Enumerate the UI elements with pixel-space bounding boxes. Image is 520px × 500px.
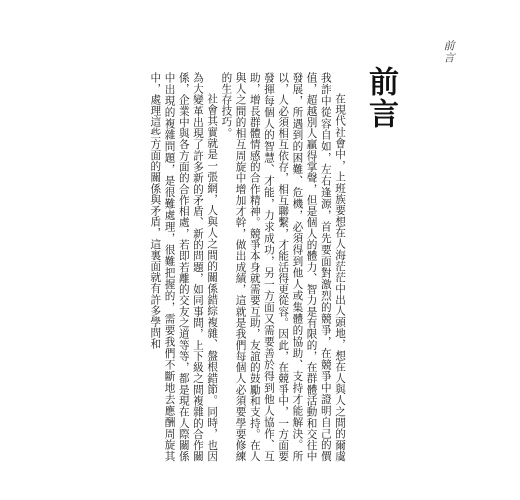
paragraph: 在現代社會中，上班族要想在人海茫茫中出人頭地，想在人與人之間的爾虞我詐中從容自如，左右逢源，首先要面對激烈的競爭，在競爭中證明自己的價值，超越別人贏得掌聲，但是個人的體力、智力是有限的，在群體活動和交往中發展，所遇到的困難、危機，必須得到他人或集體的協助、支持才能解決。所以，人必須相互依存，相互聯繫，才能活得更從容。因此，在競爭中，一方面要發揮每個人的智慧、才能，力求成功，另一方面又需要善於得到他人協作、互助，增長群體情感的合作精神。競爭本身就需要互助，友誼的鼓勵和支持。在人與人之間的相互周旋中增加才幹，做出成績，這就是我們每個人必須要學要修練的生存技巧。 — [220, 72, 346, 462]
paragraph: 社會其實就是一張網，人與人之間的關係錯綜複雜、盤根錯節。同時，也因為大變革出現了許多新的矛盾、新的問題，如同事間，上下級之間複雜的合作關係，企業中與各方面的合作相處，若即若離的交友之道等等，都是現在人際關係中出現的複雜問題，是很難處理，很難把握的，需要我們不斷地去應酬周旋其中，處理這些方面的關係與矛盾，這裏面就有許多學問和 — [149, 72, 219, 462]
chapter-title: 前言 — [363, 66, 398, 130]
running-head: 前言 — [442, 40, 455, 64]
body-text — [148, 72, 347, 462]
